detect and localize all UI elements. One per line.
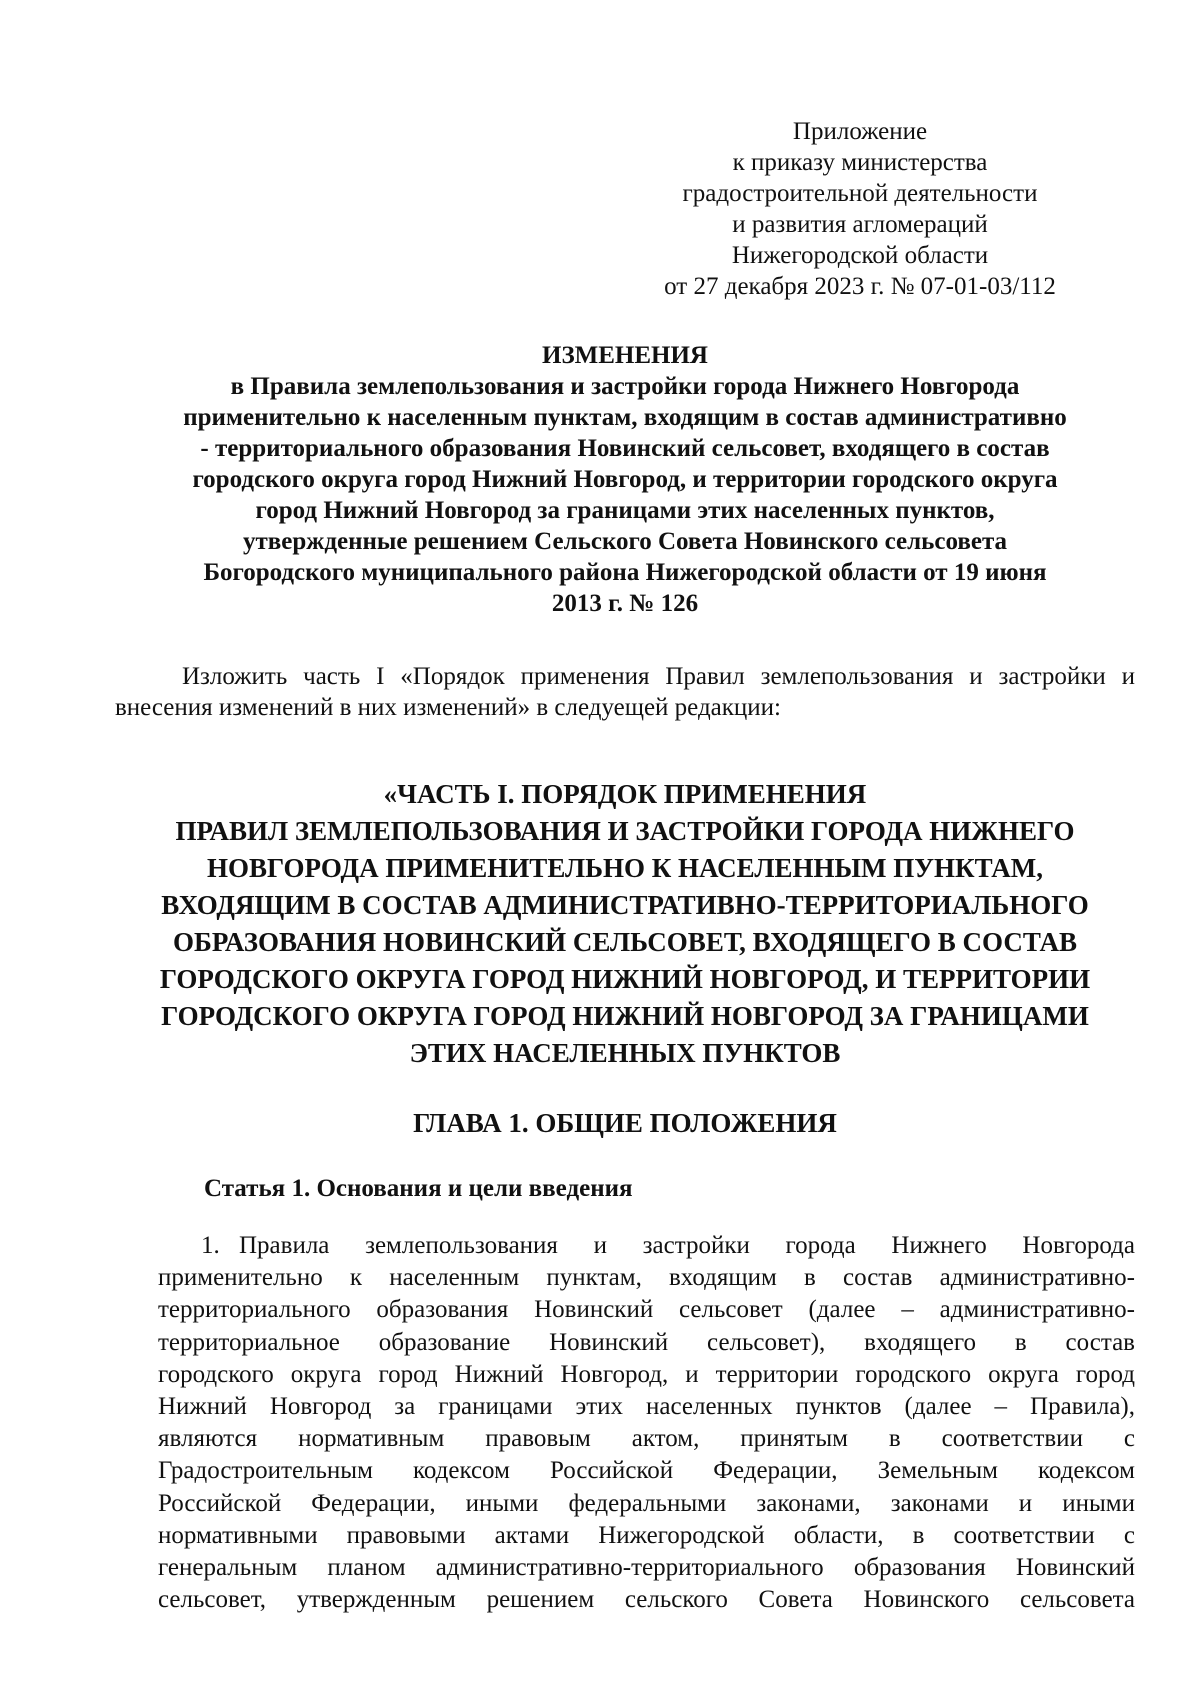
part-title [110, 776, 1140, 1072]
changes-title [110, 340, 1140, 619]
paragraph-line: Градостроительным кодексом Российской Федерации, Земельным кодексом [158, 1457, 1135, 1485]
paragraph-line: Российской Федерации, иными федеральными законами, законами и иными [158, 1489, 1135, 1517]
changes-title-line: в Правила землепользования и застройки города Нижнего Новгорода [230, 373, 1020, 400]
approval-line: градостроительной деятельности [682, 180, 1038, 207]
changes-title-line: город Нижний Новгород за границами этих населенных пунктов, [255, 497, 995, 524]
paragraph-line: генеральным планом административно-территориального образования Новинский [158, 1553, 1135, 1581]
article-paragraph-1 [158, 1230, 1135, 1616]
changes-title-line: Богородского муниципального района Нижегородской области от 19 июня [203, 559, 1047, 586]
approval-line: к приказу министерства [732, 149, 988, 176]
paragraph-line: территориальное образование Новинский сельсовет), входящего в состав [158, 1328, 1135, 1356]
paragraph-line [158, 1230, 1135, 1262]
paragraph-line: нормативными правовыми актами Нижегородской области, в соответствии с [158, 1521, 1135, 1549]
paragraph-line: являются нормативным правовым актом, принятым в соответствии с [158, 1425, 1135, 1453]
part-title-line: «ЧАСТЬ I. ПОРЯДОК ПРИМЕНЕНИЯ [383, 779, 867, 809]
changes-title-line: - территориального образования Новинский сельсовет, входящего в состав [200, 435, 1050, 462]
approval-line: от 27 декабря 2023 г. № 07-01-03/112 [664, 273, 1056, 300]
chapter-title: ГЛАВА 1. ОБЩИЕ ПОЛОЖЕНИЯ [413, 1108, 837, 1138]
article-title: Статья 1. Основания и цели введения [204, 1175, 633, 1202]
instruction-paragraph: Изложить часть I «Порядок применения Правил землепользования и застройки и внесения изменений в них изменений» в следуещей редакции: [115, 663, 1135, 721]
approval-line: Приложение [792, 118, 928, 145]
approval-line: и развития агломераций [732, 211, 988, 238]
part-title-line: ОБРАЗОВАНИЯ НОВИНСКИЙ СЕЛЬСОВЕТ, ВХОДЯЩЕГО В СОСТАВ [172, 927, 1077, 957]
approval-line: Нижегородской области [731, 242, 989, 269]
part-title-line: НОВГОРОДА ПРИМЕНИТЕЛЬНО К НАСЕЛЕННЫМ ПУНКТАМ, [206, 853, 1043, 883]
part-title-line: ГОРОДСКОГО ОКРУГА ГОРОД НИЖНИЙ НОВГОРОД, И ТЕРРИТОРИИ [159, 964, 1091, 994]
paragraph-line: сельсовет, утвержденным решением сельского Совета Новинского сельсовета [158, 1586, 1135, 1614]
paragraph-number: 1. [201, 1232, 220, 1259]
part-title-line: ГОРОДСКОГО ОКРУГА ГОРОД НИЖНИЙ НОВГОРОД ЗА ГРАНИЦАМИ [161, 1001, 1089, 1031]
part-title-line: ПРАВИЛ ЗЕМЛЕПОЛЬЗОВАНИЯ И ЗАСТРОЙКИ ГОРОДА НИЖНЕГО [175, 816, 1075, 846]
paragraph-line: городского округа город Нижний Новгород, и территории городского округа город [158, 1360, 1135, 1388]
paragraph-line: территориального образования Новинский сельсовет (далее – административно- [158, 1296, 1135, 1324]
part-title-line: ЭТИХ НАСЕЛЕННЫХ ПУНКТОВ [409, 1038, 841, 1068]
part-title-line: ВХОДЯЩИМ В СОСТАВ АДМИНИСТРАТИВНО-ТЕРРИТОРИАЛЬНОГО [161, 890, 1089, 920]
changes-title-line: ИЗМЕНЕНИЯ [542, 342, 708, 369]
paragraph-line-text: Правила землепользования и застройки города Нижнего Новгорода [239, 1232, 1135, 1259]
changes-title-line: 2013 г. № 126 [551, 590, 699, 617]
changes-title-line: применительно к населенным пунктам, входящим в состав административно [183, 404, 1067, 431]
changes-title-line: утвержденные решением Сельского Совета Новинского сельсовета [242, 528, 1008, 555]
paragraph-line: применительно к населенным пунктам, входящим в состав административно- [158, 1264, 1135, 1292]
paragraph-line: Нижний Новгород за границами этих населенных пунктов (далее – Правила), [158, 1392, 1135, 1420]
changes-title-line: городского округа город Нижний Новгород, и территории городского округа [192, 466, 1058, 493]
approval-block [600, 116, 1120, 302]
